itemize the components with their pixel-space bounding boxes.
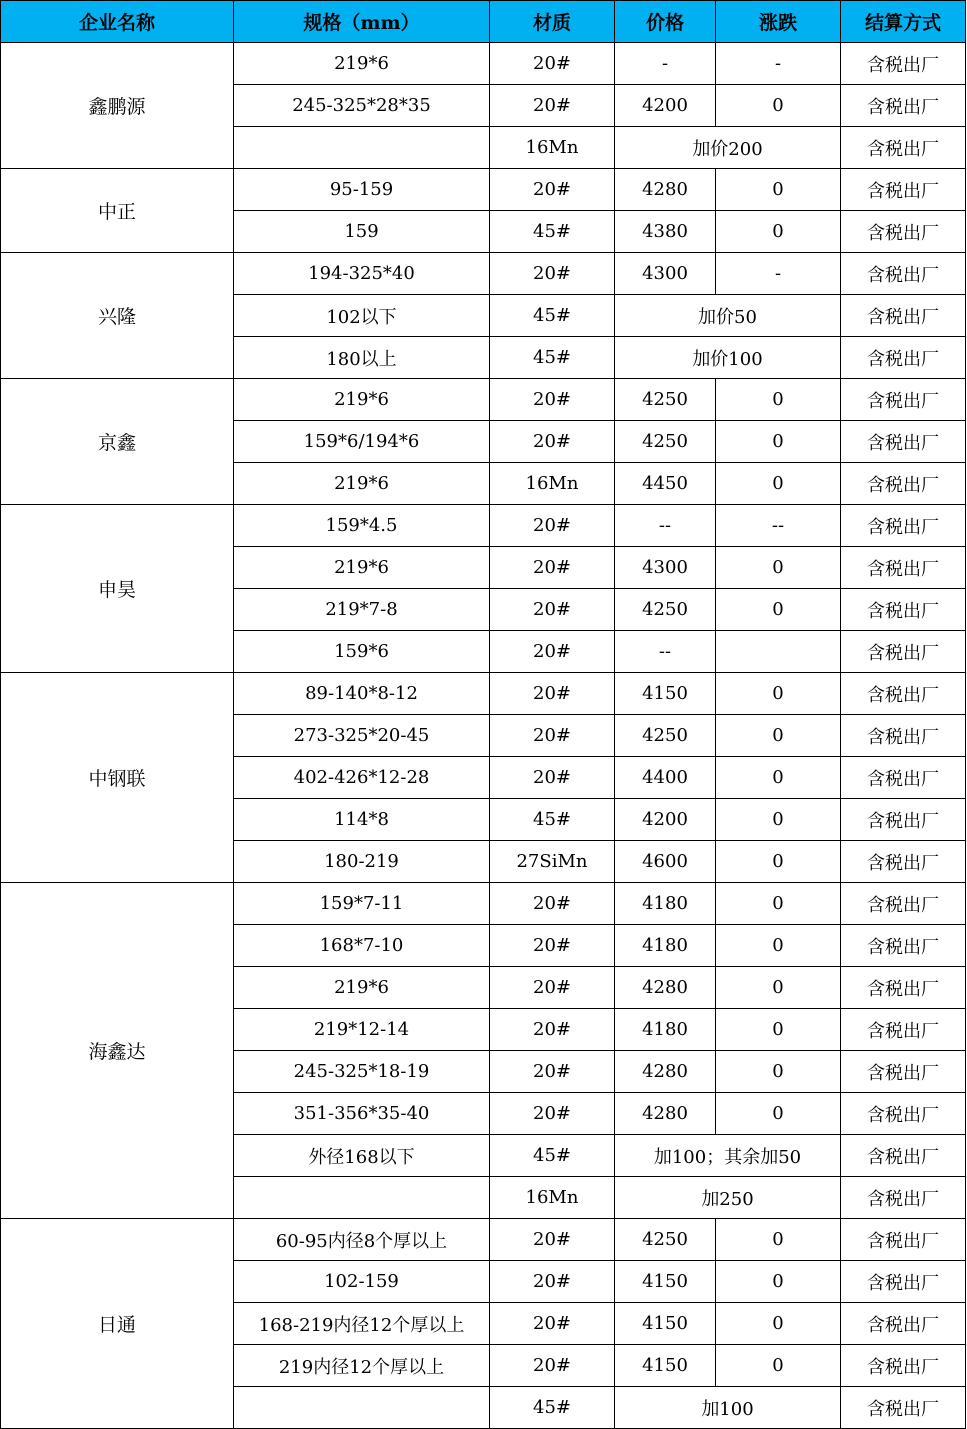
spec-cell: 219*7-8 [234, 589, 490, 631]
change-cell: 0 [716, 589, 841, 631]
spec-cell: 273-325*20-45 [234, 715, 490, 757]
settlement-cell: 含税出厂 [841, 547, 966, 589]
spec-cell: 219*6 [234, 43, 490, 85]
table-row [1, 673, 966, 715]
price-cell: -- [615, 631, 716, 673]
change-cell: 0 [716, 1219, 841, 1261]
settlement-cell: 含税出厂 [841, 1219, 966, 1261]
price-cell: 4250 [615, 421, 716, 463]
spec-cell [234, 1177, 490, 1219]
price-note-cell: 加100 [615, 1387, 841, 1429]
settlement-cell: 含税出厂 [841, 841, 966, 883]
spec-cell: 219*6 [234, 379, 490, 421]
table-row [1, 379, 966, 421]
material-cell: 16Mn [490, 1177, 615, 1219]
material-cell: 20# [490, 589, 615, 631]
settlement-cell: 含税出厂 [841, 1009, 966, 1051]
spec-cell: 219*6 [234, 547, 490, 589]
price-cell: 4200 [615, 799, 716, 841]
price-note-cell: 加100；其余加50 [615, 1135, 841, 1177]
material-cell: 20# [490, 757, 615, 799]
price-cell: 4280 [615, 1051, 716, 1093]
settlement-cell: 含税出厂 [841, 379, 966, 421]
price-cell: 4150 [615, 673, 716, 715]
spec-cell: 89-140*8-12 [234, 673, 490, 715]
company-cell: 申昊 [1, 505, 234, 673]
table-row [1, 1219, 966, 1261]
header-change: 涨跌 [716, 1, 841, 43]
settlement-cell: 含税出厂 [841, 127, 966, 169]
settlement-cell: 含税出厂 [841, 295, 966, 337]
table-row [1, 883, 966, 925]
settlement-cell: 含税出厂 [841, 631, 966, 673]
table-row [1, 43, 966, 85]
material-cell: 20# [490, 883, 615, 925]
table-body [1, 43, 966, 1429]
material-cell: 20# [490, 1051, 615, 1093]
change-cell: 0 [716, 547, 841, 589]
change-cell: 0 [716, 715, 841, 757]
header-row [1, 1, 966, 43]
material-cell: 20# [490, 1303, 615, 1345]
price-cell: 4250 [615, 1219, 716, 1261]
spec-cell: 60-95内径8个厚以上 [234, 1219, 490, 1261]
spec-cell: 159*4.5 [234, 505, 490, 547]
spec-cell [234, 1387, 490, 1429]
change-cell: 0 [716, 1261, 841, 1303]
change-cell: 0 [716, 85, 841, 127]
material-cell: 45# [490, 211, 615, 253]
material-cell: 20# [490, 43, 615, 85]
price-cell: 4150 [615, 1345, 716, 1387]
change-cell: 0 [716, 1009, 841, 1051]
spec-cell: 159 [234, 211, 490, 253]
settlement-cell: 含税出厂 [841, 1345, 966, 1387]
material-cell: 20# [490, 85, 615, 127]
material-cell: 20# [490, 505, 615, 547]
price-note-cell: 加价100 [615, 337, 841, 379]
spec-cell: 180-219 [234, 841, 490, 883]
material-cell: 16Mn [490, 463, 615, 505]
material-cell: 45# [490, 799, 615, 841]
settlement-cell: 含税出厂 [841, 757, 966, 799]
settlement-cell: 含税出厂 [841, 463, 966, 505]
settlement-cell: 含税出厂 [841, 1303, 966, 1345]
change-cell: 0 [716, 757, 841, 799]
change-cell: 0 [716, 169, 841, 211]
material-cell: 45# [490, 337, 615, 379]
material-cell: 45# [490, 1135, 615, 1177]
price-cell: 4180 [615, 925, 716, 967]
material-cell: 45# [490, 1387, 615, 1429]
settlement-cell: 含税出厂 [841, 421, 966, 463]
material-cell: 20# [490, 1345, 615, 1387]
change-cell: -- [716, 505, 841, 547]
spec-cell: 219*12-14 [234, 1009, 490, 1051]
price-cell: 4280 [615, 967, 716, 1009]
spec-cell: 102以下 [234, 295, 490, 337]
settlement-cell: 含税出厂 [841, 1177, 966, 1219]
change-cell: 0 [716, 673, 841, 715]
settlement-cell: 含税出厂 [841, 589, 966, 631]
spec-cell: 402-426*12-28 [234, 757, 490, 799]
header-material: 材质 [490, 1, 615, 43]
material-cell: 16Mn [490, 127, 615, 169]
material-cell: 20# [490, 1261, 615, 1303]
spec-cell: 219*6 [234, 967, 490, 1009]
spec-cell: 219*6 [234, 463, 490, 505]
company-cell: 京鑫 [1, 379, 234, 505]
company-cell: 中正 [1, 169, 234, 253]
price-cell: 4180 [615, 1009, 716, 1051]
price-cell: 4300 [615, 547, 716, 589]
table-row [1, 253, 966, 295]
table-row [1, 169, 966, 211]
price-cell: 4280 [615, 1093, 716, 1135]
price-cell: 4400 [615, 757, 716, 799]
spec-cell: 159*7-11 [234, 883, 490, 925]
price-cell: - [615, 43, 716, 85]
change-cell: 0 [716, 1303, 841, 1345]
spec-cell: 159*6 [234, 631, 490, 673]
change-cell: - [716, 43, 841, 85]
settlement-cell: 含税出厂 [841, 1051, 966, 1093]
material-cell: 20# [490, 1093, 615, 1135]
price-cell: -- [615, 505, 716, 547]
change-cell: 0 [716, 421, 841, 463]
settlement-cell: 含税出厂 [841, 1261, 966, 1303]
change-cell: 0 [716, 925, 841, 967]
price-cell: 4280 [615, 169, 716, 211]
spec-cell: 外径168以下 [234, 1135, 490, 1177]
settlement-cell: 含税出厂 [841, 211, 966, 253]
header-spec: 规格（mm） [234, 1, 490, 43]
change-cell: 0 [716, 967, 841, 1009]
material-cell: 20# [490, 673, 615, 715]
price-cell: 4180 [615, 883, 716, 925]
price-note-cell: 加价200 [615, 127, 841, 169]
price-cell: 4150 [615, 1261, 716, 1303]
spec-cell: 351-356*35-40 [234, 1093, 490, 1135]
settlement-cell: 含税出厂 [841, 1387, 966, 1429]
settlement-cell: 含税出厂 [841, 337, 966, 379]
header-price: 价格 [615, 1, 716, 43]
price-cell: 4250 [615, 715, 716, 757]
change-cell: 0 [716, 463, 841, 505]
material-cell: 20# [490, 715, 615, 757]
spec-cell: 180以上 [234, 337, 490, 379]
price-cell: 4200 [615, 85, 716, 127]
company-cell: 鑫鹏源 [1, 43, 234, 169]
settlement-cell: 含税出厂 [841, 1093, 966, 1135]
settlement-cell: 含税出厂 [841, 85, 966, 127]
company-cell: 中钢联 [1, 673, 234, 883]
change-cell: 0 [716, 841, 841, 883]
settlement-cell: 含税出厂 [841, 925, 966, 967]
change-cell: 0 [716, 1051, 841, 1093]
spec-cell: 114*8 [234, 799, 490, 841]
material-cell: 20# [490, 1009, 615, 1051]
settlement-cell: 含税出厂 [841, 673, 966, 715]
price-note-cell: 加价50 [615, 295, 841, 337]
change-cell: 0 [716, 1345, 841, 1387]
settlement-cell: 含税出厂 [841, 967, 966, 1009]
price-cell: 4150 [615, 1303, 716, 1345]
company-cell: 兴隆 [1, 253, 234, 379]
settlement-cell: 含税出厂 [841, 253, 966, 295]
spec-cell: 102-159 [234, 1261, 490, 1303]
material-cell: 27SiMn [490, 841, 615, 883]
change-cell: 0 [716, 379, 841, 421]
table-row [1, 505, 966, 547]
material-cell: 20# [490, 631, 615, 673]
spec-cell: 245-325*18-19 [234, 1051, 490, 1093]
settlement-cell: 含税出厂 [841, 883, 966, 925]
header-company: 企业名称 [1, 1, 234, 43]
settlement-cell: 含税出厂 [841, 505, 966, 547]
price-cell: 4600 [615, 841, 716, 883]
material-cell: 45# [490, 295, 615, 337]
change-cell: 0 [716, 211, 841, 253]
material-cell: 20# [490, 421, 615, 463]
spec-cell [234, 127, 490, 169]
spec-cell: 159*6/194*6 [234, 421, 490, 463]
price-note-cell: 加250 [615, 1177, 841, 1219]
spec-cell: 168-219内径12个厚以上 [234, 1303, 490, 1345]
material-cell: 20# [490, 379, 615, 421]
price-cell: 4250 [615, 589, 716, 631]
material-cell: 20# [490, 169, 615, 211]
company-cell: 海鑫达 [1, 883, 234, 1219]
change-cell [716, 631, 841, 673]
settlement-cell: 含税出厂 [841, 799, 966, 841]
settlement-cell: 含税出厂 [841, 1135, 966, 1177]
material-cell: 20# [490, 253, 615, 295]
spec-cell: 95-159 [234, 169, 490, 211]
change-cell: - [716, 253, 841, 295]
settlement-cell: 含税出厂 [841, 169, 966, 211]
spec-cell: 219内径12个厚以上 [234, 1345, 490, 1387]
company-cell: 日通 [1, 1219, 234, 1429]
material-cell: 20# [490, 967, 615, 1009]
material-cell: 20# [490, 547, 615, 589]
settlement-cell: 含税出厂 [841, 715, 966, 757]
spec-cell: 245-325*28*35 [234, 85, 490, 127]
price-cell: 4380 [615, 211, 716, 253]
price-cell: 4300 [615, 253, 716, 295]
header-settlement: 结算方式 [841, 1, 966, 43]
spec-cell: 194-325*40 [234, 253, 490, 295]
material-cell: 20# [490, 925, 615, 967]
price-cell: 4250 [615, 379, 716, 421]
settlement-cell: 含税出厂 [841, 43, 966, 85]
change-cell: 0 [716, 1093, 841, 1135]
material-cell: 20# [490, 1219, 615, 1261]
change-cell: 0 [716, 883, 841, 925]
price-cell: 4450 [615, 463, 716, 505]
change-cell: 0 [716, 799, 841, 841]
spec-cell: 168*7-10 [234, 925, 490, 967]
